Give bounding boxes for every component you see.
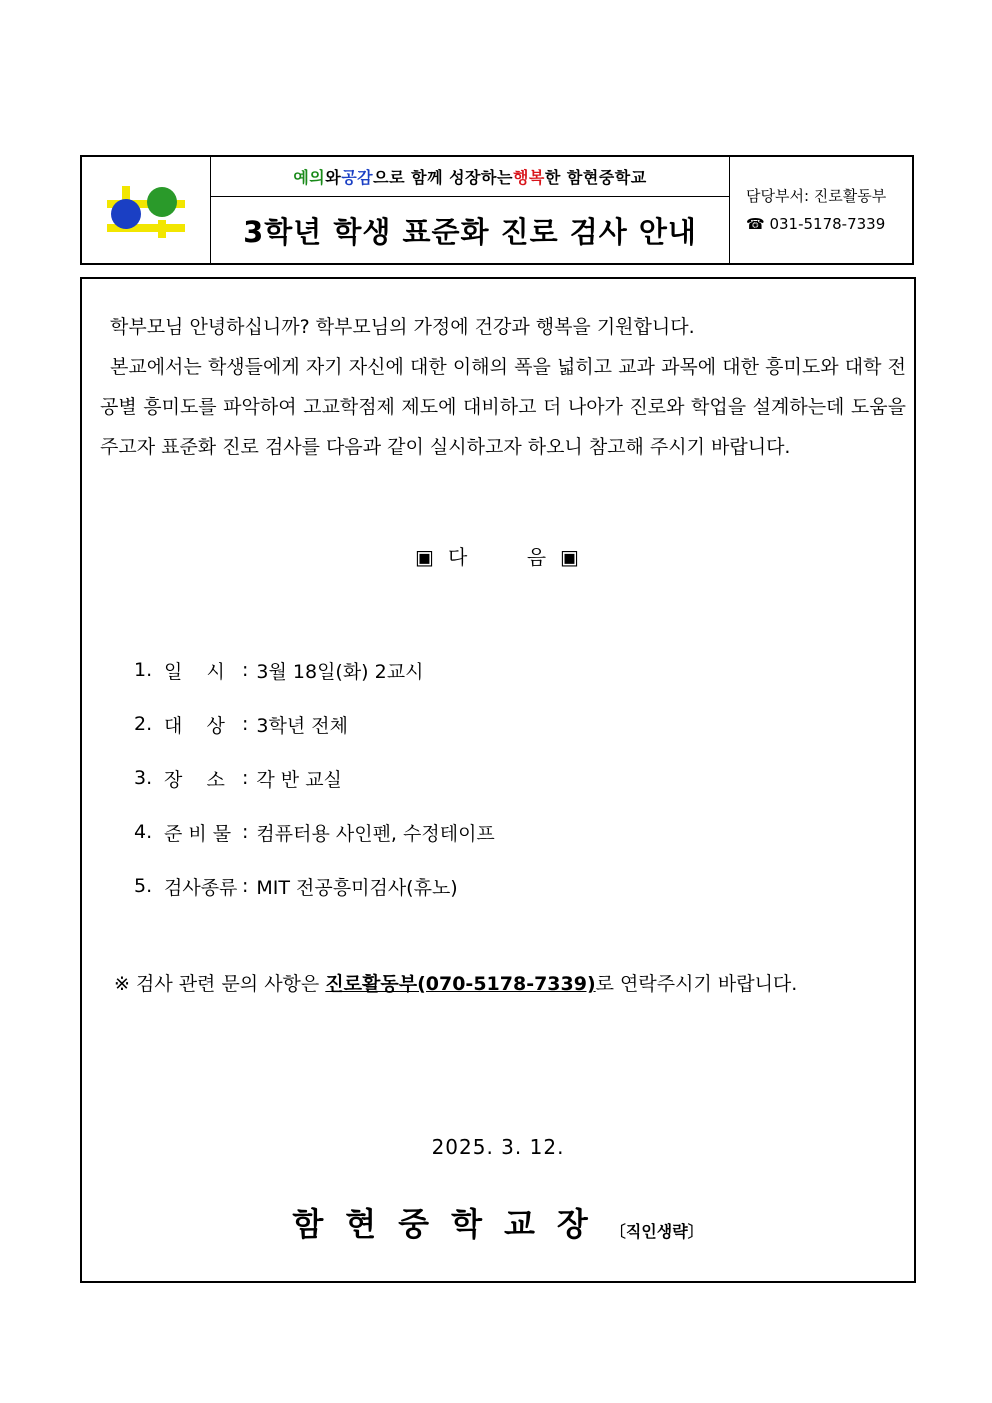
heading-word: 다 <box>447 545 470 569</box>
item-number: 5. <box>134 875 153 897</box>
item-number: 4. <box>134 821 153 843</box>
header-table <box>80 155 914 265</box>
department-label: 담당부서: 진로활동부 <box>746 187 887 205</box>
note-suffix: 로 연락주시기 바랍니다. <box>595 973 798 995</box>
item-label: 장 소 <box>164 768 225 791</box>
item-value: 컴퓨터용 사인펜, 수정테이프 <box>256 822 495 845</box>
issue-date: 2025. 3. 12. <box>431 1135 565 1159</box>
item-label: 일 시 <box>164 660 225 683</box>
phone-number: 031-5178-7339 <box>769 215 886 233</box>
phone-line <box>746 210 912 238</box>
motto-word-happiness: 행복 <box>512 168 545 187</box>
item-number: 1. <box>134 659 153 681</box>
note-contact: 진로활동부(070-5178-7339) <box>325 973 596 995</box>
item-value: 3월 18일(화) 2교시 <box>256 660 424 683</box>
notice-body <box>80 277 916 1283</box>
school-logo-icon <box>106 180 186 240</box>
item-label: 대 상 <box>164 714 225 737</box>
seal-omitted: 〔직인생략〕 <box>609 1222 704 1241</box>
intro-text <box>100 307 906 467</box>
list-item <box>134 859 495 913</box>
item-separator: : <box>242 875 249 897</box>
signature-line <box>82 1199 914 1245</box>
square-bullet-icon: ▣ <box>560 545 581 569</box>
list-item <box>134 697 495 751</box>
item-separator: : <box>242 821 249 843</box>
list-item <box>134 643 495 697</box>
item-separator: : <box>242 659 249 681</box>
item-separator: : <box>242 713 249 735</box>
motto-text: 으로 함께 성장하는 <box>373 168 513 187</box>
purpose-paragraph: 본교에서는 학생들에게 자기 자신에 대한 이해의 폭을 넓히고 교과 과목에 대한 흥미도와 대학 전공별 흥미도를 파악하여 고교학점제 제도에 대비하고 더 나아가 진로와 학업을 설계하는데 도움을 주고자 표준화 진로 검사를 다음과 같이 실시하고자 하오니 참고해 주시기 바랍니다. <box>100 356 906 458</box>
notice-heading <box>82 541 914 570</box>
item-value: MIT 전공흥미검사(휴노) <box>256 876 458 899</box>
item-label: 준 비 물 <box>164 822 232 845</box>
item-value: 3학년 전체 <box>256 714 348 737</box>
principal-title: 함현중학교장 <box>292 1205 610 1243</box>
item-label: 검사종류 <box>164 876 238 899</box>
list-item <box>134 805 495 859</box>
logo-cell <box>82 157 211 263</box>
heading-word: 음 <box>526 545 549 569</box>
item-number: 2. <box>134 713 153 735</box>
item-number: 3. <box>134 767 153 789</box>
motto-text: 와 <box>325 168 342 187</box>
inquiry-note <box>114 969 797 996</box>
phone-icon: ☎ <box>746 215 765 233</box>
motto-word-courtesy: 예의 <box>293 168 326 187</box>
document-title: 3학년 학생 표준화 진로 검사 안내 <box>243 214 697 249</box>
motto-text: 한 함현중학교 <box>544 168 647 187</box>
department-cell <box>730 157 912 263</box>
square-bullet-icon: ▣ <box>415 545 436 569</box>
list-item <box>134 751 495 805</box>
detail-list <box>134 643 495 913</box>
school-motto <box>211 157 729 197</box>
item-value: 각 반 교실 <box>256 768 342 791</box>
item-separator: : <box>242 767 249 789</box>
motto-word-empathy: 공감 <box>341 168 374 187</box>
title-cell <box>211 157 730 263</box>
greeting-paragraph: 학부모님 안녕하십니까? 학부모님의 가정에 건강과 행복을 기원합니다. <box>110 316 695 338</box>
note-prefix: ※ 검사 관련 문의 사항은 <box>114 973 326 995</box>
